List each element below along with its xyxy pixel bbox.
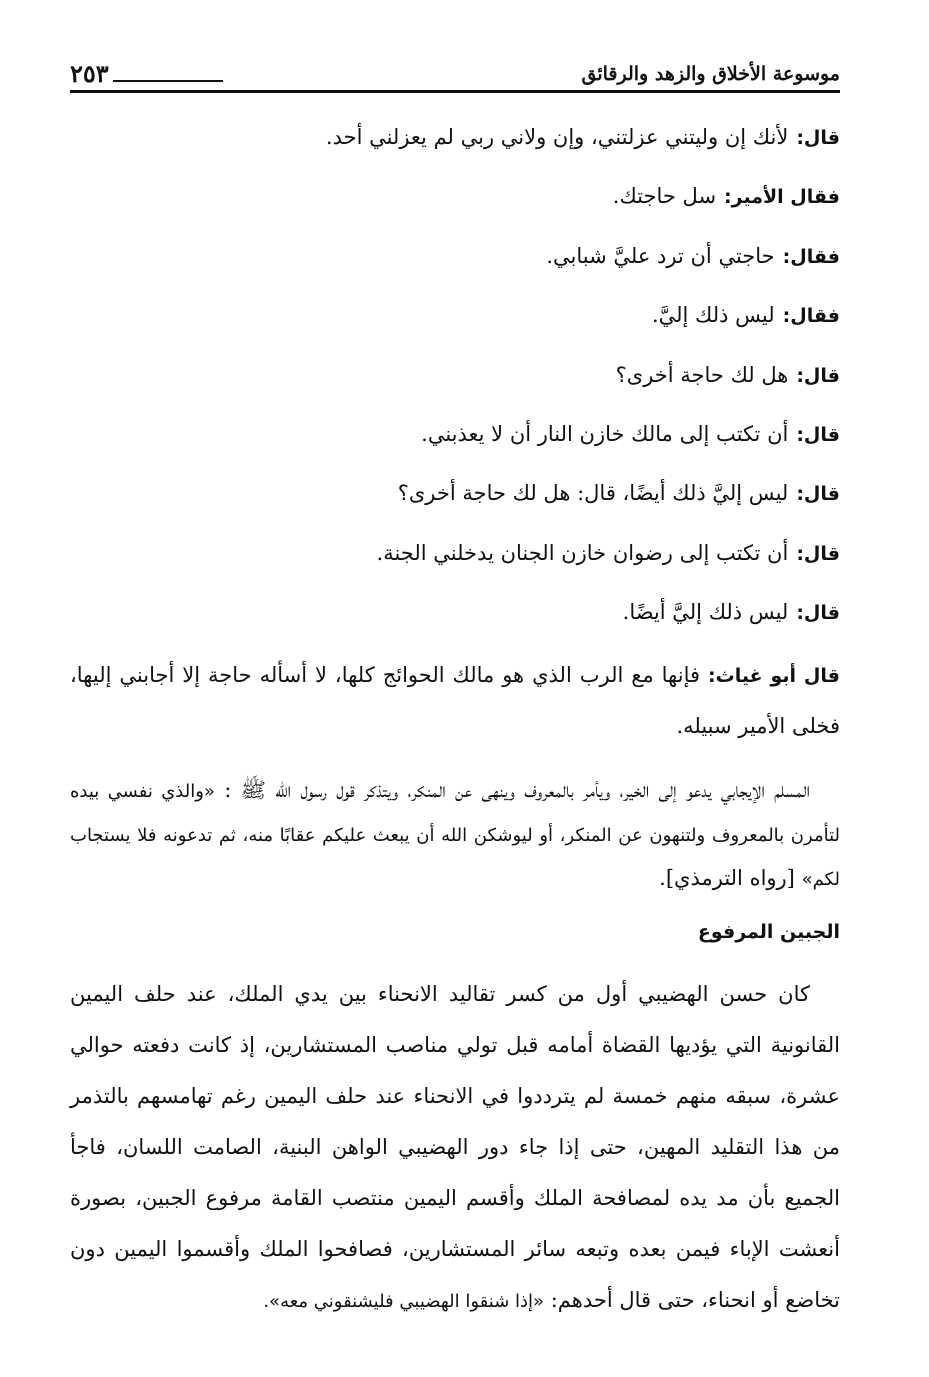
hadith-source: [رواه الترمذي].: [659, 865, 795, 890]
running-header: [70, 52, 840, 93]
page-number-block: [70, 59, 223, 90]
dialogue-line: [70, 361, 840, 390]
dialogue-line: [70, 301, 840, 330]
page-content: [70, 123, 840, 1327]
dialogue-text: ليس إليَّ ذلك أيضًا، قال: هل لك حاجة أخرى؟: [397, 481, 789, 506]
hadith-paragraph: [70, 769, 840, 901]
hadith-intro: المسلم الإيجابي يدعو إلى الخير، ويأمر بالمعروف وينهى عن المنكر، ويتذكر قول رسول الله ﷺ :: [224, 777, 810, 802]
book-title: موسوعة الأخلاق والزهد والرقائق: [581, 63, 840, 85]
dialogue-text: أن تكتب إلى رضوان خازن الجنان يدخلني الجنة.: [376, 540, 789, 565]
dialogue-text: لأنك إن وليتني عزلتني، وإن ولاني ربي لم يعزلني أحد.: [325, 125, 789, 149]
dialogue-speaker: قال:: [796, 364, 840, 387]
dialogue-line: [70, 123, 840, 152]
dialogue-speaker: قال:: [796, 602, 840, 625]
dialogue-speaker: فقال:: [782, 245, 840, 268]
dialogue-text: سل حاجتك.: [612, 184, 717, 209]
page-number: ٢٥٣: [70, 59, 109, 88]
dialogue-speaker: قال:: [796, 542, 840, 565]
section-body: [70, 969, 840, 1327]
dialogue-text: ليس ذلك إليَّ.: [651, 303, 775, 328]
section-heading: الجبين المرفوع: [697, 920, 840, 943]
book-page: [70, 52, 840, 1327]
section-body-text: كان حسن الهضيبي أول من كسر تقاليد الانحناء بين يدي الملك، عند حلف اليمين القانونية التي يؤديها القضاة أمامه قبل تولي مناصب المستشارين، إذ كانت دفعته حوالي عشرة، سبقه منهم خمسة لم يترددوا في الانحناء عند حلف اليمين رغم تهامسهم بالتذمر من هذا التقليد المهين، حتى إذا جاء دور الهضيبي الواهن البنية، الصامت اللسان، فاجأ الجميع بأن مد يده لمصافحة الملك وأقسم اليمين منتصب القامة مرفوع الجبين، بصورة أنعشت الإباء فيمن بعده وتبعه سائر المستشارين، فصافحوا الملك وأقسموا اليمين دون تخاضع أو انحناء، حتى قال أحدهم:: [70, 981, 840, 1312]
header-rule: [113, 80, 223, 82]
dialogue-speaker: قال:: [796, 127, 840, 149]
dialogue-text: هل لك حاجة أخرى؟: [615, 362, 789, 387]
dialogue-text: أن تكتب إلى مالك خازن النار أن لا يعذبني.: [421, 421, 789, 446]
dialogue-line: [70, 420, 840, 449]
dialogue-line: [70, 598, 840, 627]
dialogue-line: [70, 242, 840, 271]
dialogue-line: [70, 479, 840, 508]
hadith-quote: «والذي نفسي بيده لتأمرن بالمعروف ولتنهون عن المنكر، أو ليوشكن الله أن يبعث عليكم عقابًا منه، ثم تدعونه فلا يستجاب لكم»: [70, 780, 840, 890]
closing-speaker: قال أبو غياث:: [708, 664, 840, 687]
section-quote: «إذا شنقوا الهضيبي فليشنقوني معه».: [263, 1290, 545, 1312]
dialogue-speaker: فقال:: [782, 305, 840, 328]
dialogue-text: حاجتي أن ترد عليَّ شبابي.: [546, 243, 775, 268]
dialogue-speaker: قال:: [796, 483, 840, 506]
dialogue-line: [70, 182, 840, 211]
closing-paragraph: [70, 650, 840, 751]
closing-text: فإنها مع الرب الذي هو مالك الحوائج كلها، لا أسأله حاجة إلا أجابني إليها، فخلى الأمير سبيله.: [70, 662, 840, 738]
dialogue-speaker: قال:: [796, 423, 840, 446]
dialogue-speaker: فقال الأمير:: [724, 186, 840, 209]
dialogue-text: ليس ذلك إليَّ أيضًا.: [622, 600, 789, 625]
dialogue-line: [70, 539, 840, 568]
